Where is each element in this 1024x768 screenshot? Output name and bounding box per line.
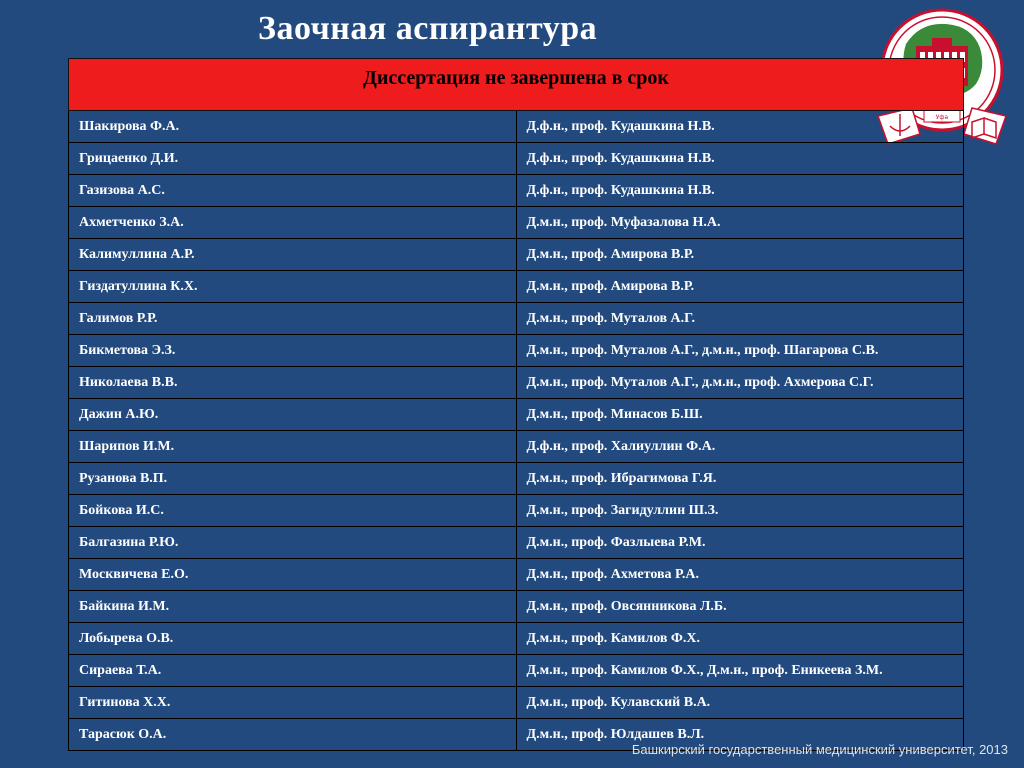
student-name-cell: Шакирова Ф.А. bbox=[69, 111, 517, 143]
supervisor-cell: Д.м.н., проф. Амирова В.Р. bbox=[516, 239, 964, 271]
supervisor-cell: Д.м.н., проф. Муталов А.Г., д.м.н., проф. Шагарова С.В. bbox=[516, 335, 964, 367]
footer-caption: Башкирский государственный медицинский университет, 2013 bbox=[631, 742, 1008, 757]
table-row bbox=[69, 335, 964, 367]
supervisor-cell: Д.м.н., проф. Ахметова Р.А. bbox=[516, 559, 964, 591]
table-row bbox=[69, 623, 964, 655]
supervisor-cell: Д.м.н., проф. Кулавский В.А. bbox=[516, 687, 964, 719]
table-row bbox=[69, 175, 964, 207]
student-name-cell: Шарипов И.М. bbox=[69, 431, 517, 463]
table-row bbox=[69, 207, 964, 239]
student-name-cell: Калимуллина А.Р. bbox=[69, 239, 517, 271]
student-name-cell: Тарасюк О.А. bbox=[69, 719, 517, 751]
student-name-cell: Бикметова Э.З. bbox=[69, 335, 517, 367]
supervisor-cell: Д.м.н., проф. Муфазалова Н.А. bbox=[516, 207, 964, 239]
supervisor-cell: Д.ф.н., проф. Халиуллин Ф.А. bbox=[516, 431, 964, 463]
table-row bbox=[69, 399, 964, 431]
table-row bbox=[69, 559, 964, 591]
student-name-cell: Рузанова В.П. bbox=[69, 463, 517, 495]
supervisor-cell: Д.м.н., проф. Муталов А.Г., д.м.н., проф. Ахмерова С.Г. bbox=[516, 367, 964, 399]
slide-title: Заочная аспирантура bbox=[258, 10, 598, 47]
table-row bbox=[69, 367, 964, 399]
supervisor-cell: Д.м.н., проф. Камилов Ф.Х. bbox=[516, 623, 964, 655]
supervisor-cell: Д.ф.н., проф. Кудашкина Н.В. bbox=[516, 175, 964, 207]
supervisor-cell: Д.м.н., проф. Овсянникова Л.Б. bbox=[516, 591, 964, 623]
table-row bbox=[69, 463, 964, 495]
supervisor-cell: Д.м.н., проф. Юлдашев В.Л. bbox=[516, 719, 964, 751]
table-row bbox=[69, 495, 964, 527]
table-header: Диссертация не завершена в срок bbox=[69, 59, 964, 111]
student-name-cell: Грицаенко Д.И. bbox=[69, 143, 517, 175]
logo-city: Уфа bbox=[935, 114, 949, 121]
supervisor-cell: Д.м.н., проф. Фазлыева Р.М. bbox=[516, 527, 964, 559]
supervisor-cell: Д.ф.н., проф. Кудашкина Н.В. bbox=[516, 111, 964, 143]
supervisor-cell: Д.м.н., проф. Муталов А.Г. bbox=[516, 303, 964, 335]
student-name-cell: Ахметченко З.А. bbox=[69, 207, 517, 239]
student-name-cell: Газизова А.С. bbox=[69, 175, 517, 207]
table-row bbox=[69, 687, 964, 719]
table-row bbox=[69, 527, 964, 559]
table-row bbox=[69, 111, 964, 143]
table-row bbox=[69, 655, 964, 687]
table-row bbox=[69, 591, 964, 623]
student-name-cell: Москвичева Е.О. bbox=[69, 559, 517, 591]
supervisor-cell: Д.м.н., проф. Камилов Ф.Х., Д.м.н., проф. Еникеева З.М. bbox=[516, 655, 964, 687]
student-name-cell: Сираева Т.А. bbox=[69, 655, 517, 687]
table-row bbox=[69, 431, 964, 463]
student-name-cell: Гитинова Х.Х. bbox=[69, 687, 517, 719]
student-name-cell: Байкина И.М. bbox=[69, 591, 517, 623]
dissertation-table bbox=[68, 58, 964, 751]
student-name-cell: Лобырева О.В. bbox=[69, 623, 517, 655]
supervisor-cell: Д.м.н., проф. Минасов Б.Ш. bbox=[516, 399, 964, 431]
supervisor-cell: Д.ф.н., проф. Кудашкина Н.В. bbox=[516, 143, 964, 175]
student-name-cell: Дажин А.Ю. bbox=[69, 399, 517, 431]
supervisor-cell: Д.м.н., проф. Амирова В.Р. bbox=[516, 271, 964, 303]
supervisor-cell: Д.м.н., проф. Загидуллин Ш.З. bbox=[516, 495, 964, 527]
student-name-cell: Балгазина Р.Ю. bbox=[69, 527, 517, 559]
table-row bbox=[69, 303, 964, 335]
student-name-cell: Галимов Р.Р. bbox=[69, 303, 517, 335]
supervisor-cell: Д.м.н., проф. Ибрагимова Г.Я. bbox=[516, 463, 964, 495]
student-name-cell: Бойкова И.С. bbox=[69, 495, 517, 527]
table-row bbox=[69, 271, 964, 303]
table-row bbox=[69, 239, 964, 271]
student-name-cell: Николаева В.В. bbox=[69, 367, 517, 399]
student-name-cell: Гиздатуллина К.Х. bbox=[69, 271, 517, 303]
table-row bbox=[69, 143, 964, 175]
